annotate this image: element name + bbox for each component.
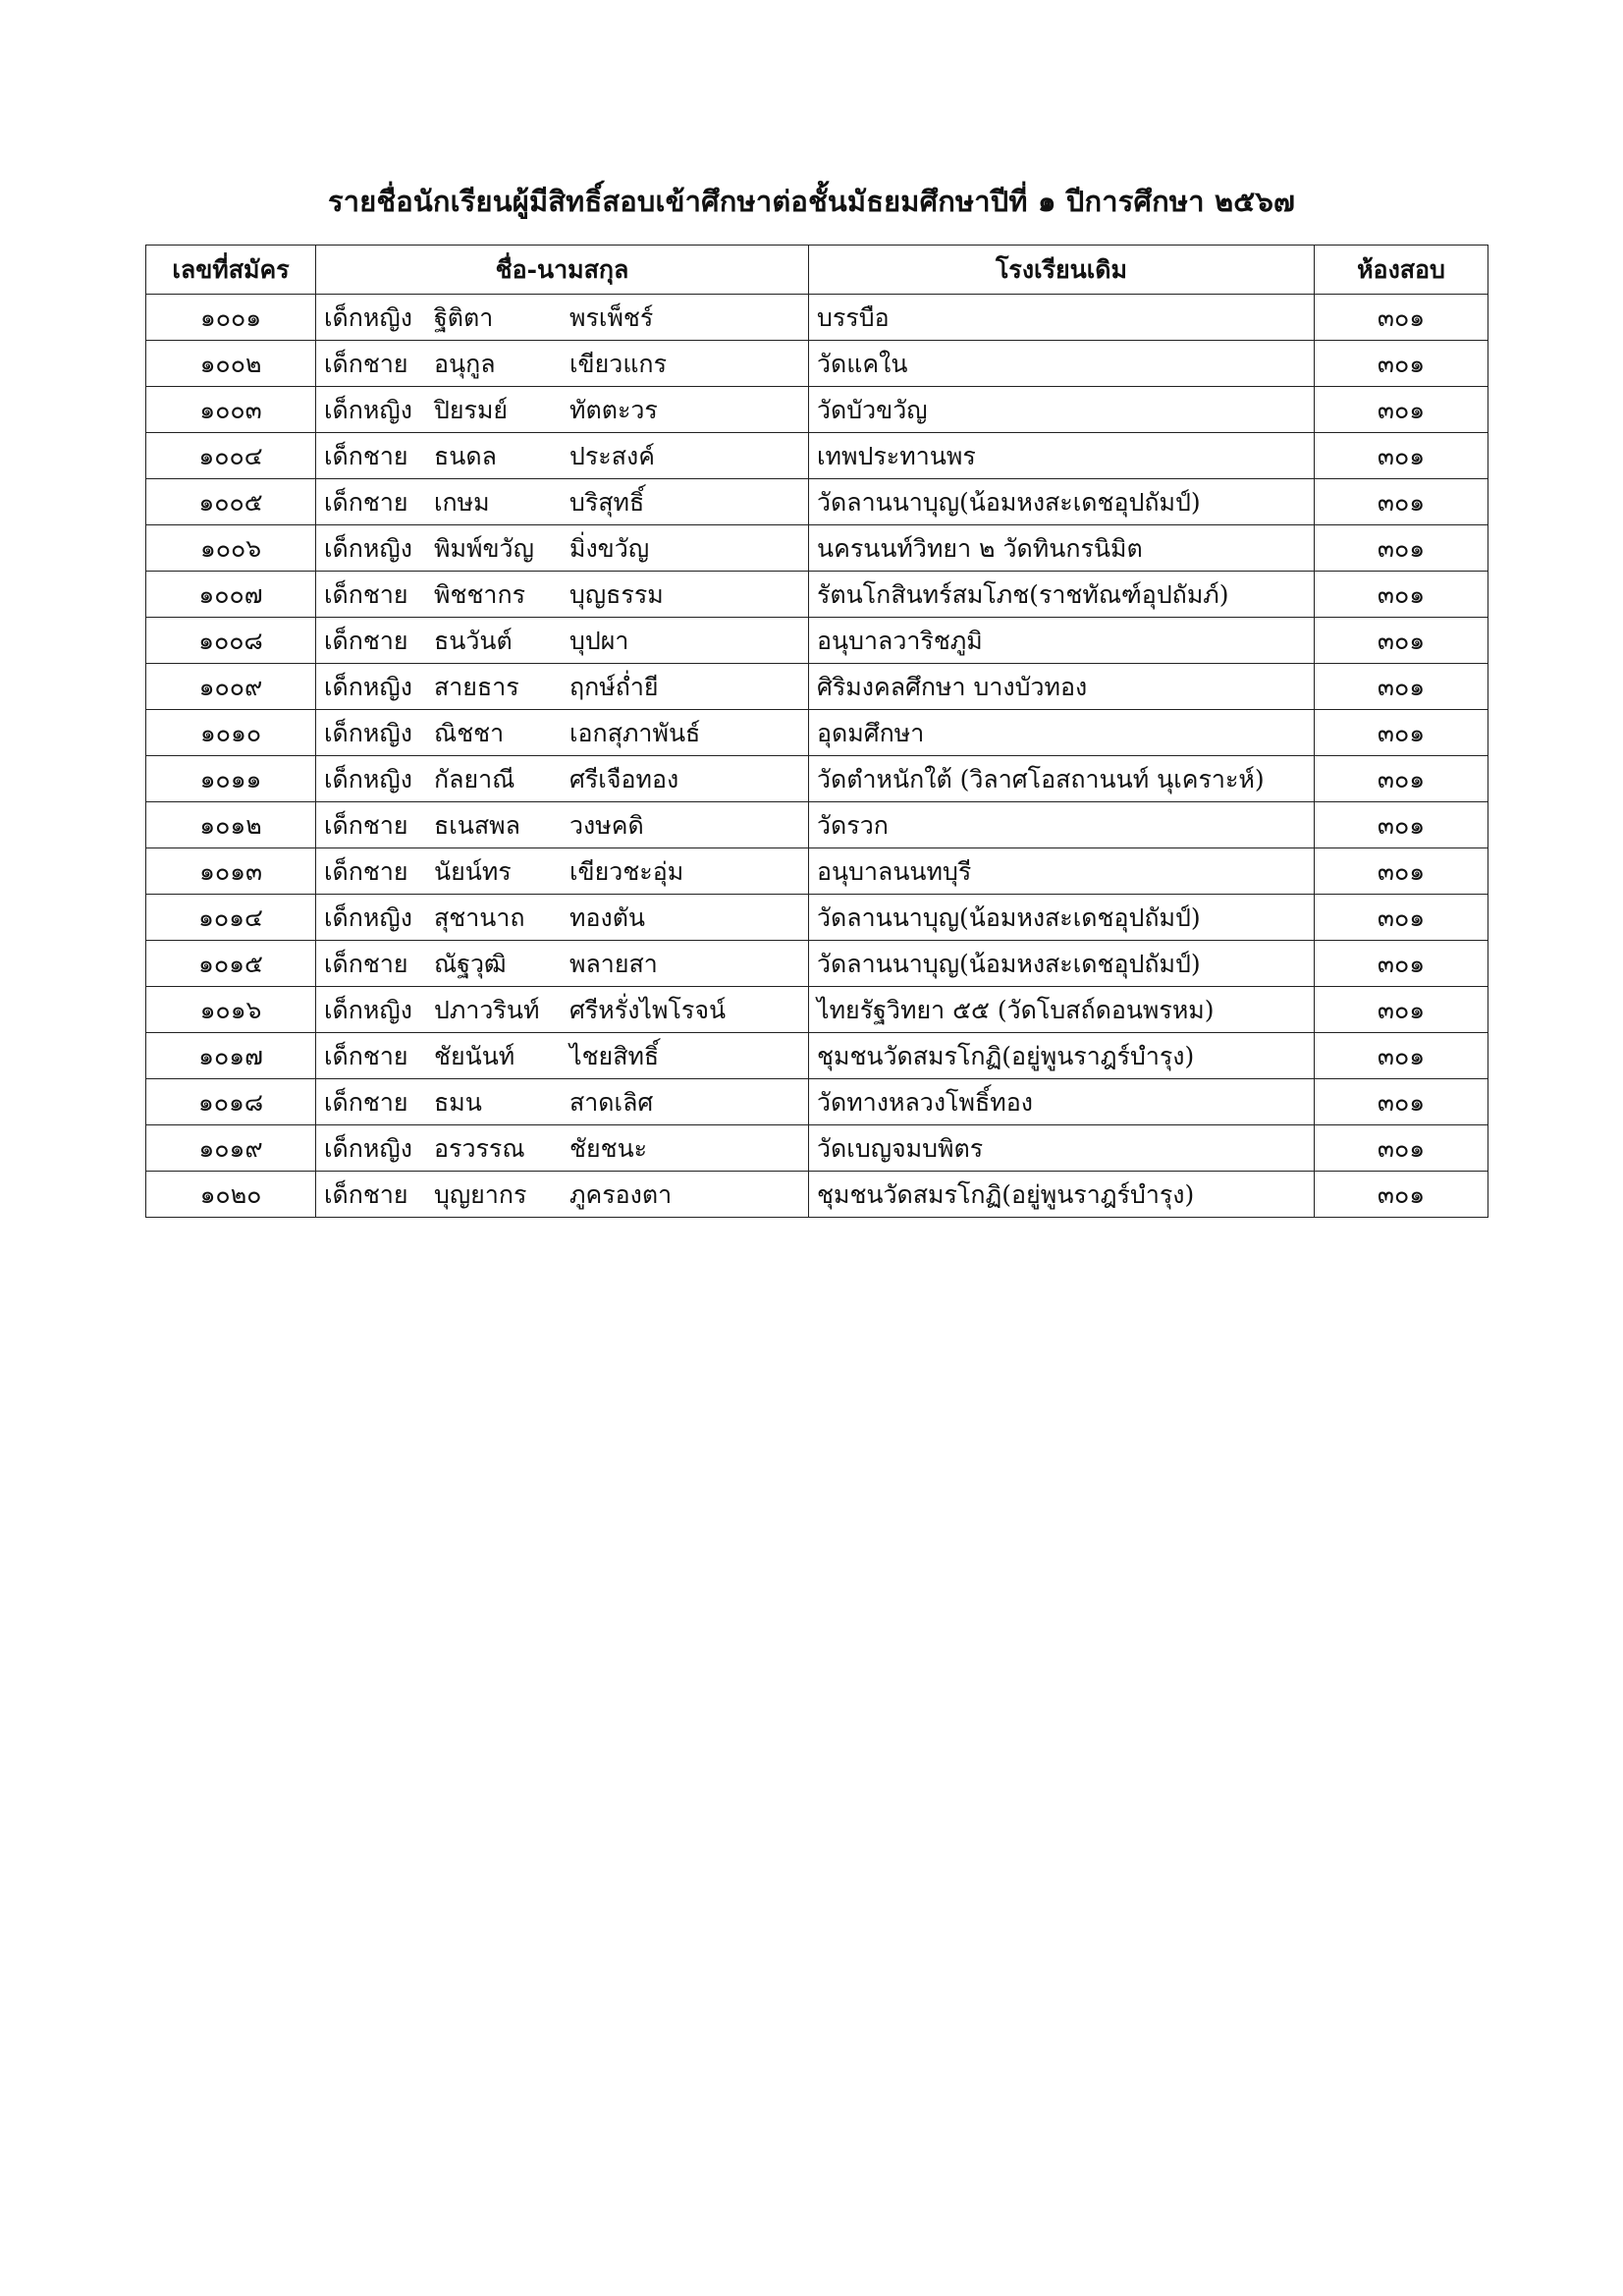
last-name: พลายสา — [569, 949, 658, 978]
table-row — [146, 387, 1488, 433]
first-name: พิชชากร — [434, 579, 526, 609]
previous-school-cell: วัดทางหลวงโพธิ์ทอง — [809, 1079, 1315, 1125]
exam-room-cell: ๓๐๑ — [1315, 987, 1488, 1033]
full-name-cell — [316, 479, 809, 525]
full-name-group — [324, 995, 800, 1024]
table-row — [146, 618, 1488, 664]
table-row — [146, 895, 1488, 941]
full-name-cell — [316, 433, 809, 479]
name-prefix: เด็กหญิง — [324, 718, 412, 747]
name-prefix: เด็กชาย — [324, 1179, 408, 1209]
previous-school-cell: อุดมศึกษา — [809, 710, 1315, 756]
full-name-group — [324, 395, 800, 424]
previous-school-cell: เทพประทานพร — [809, 433, 1315, 479]
name-prefix: เด็กหญิง — [324, 764, 412, 793]
table-row — [146, 987, 1488, 1033]
full-name-cell — [316, 525, 809, 572]
full-name-group — [324, 441, 800, 470]
application-number-cell: ๑๐๑๙ — [146, 1125, 316, 1172]
name-prefix: เด็กชาย — [324, 579, 408, 609]
first-name: พิมพ์ขวัญ — [434, 533, 534, 563]
table-row — [146, 525, 1488, 572]
application-number-cell: ๑๐๑๗ — [146, 1033, 316, 1079]
first-name: ธมน — [434, 1087, 482, 1117]
first-name: ปิยรมย์ — [434, 395, 509, 424]
application-number-cell: ๑๐๑๘ — [146, 1079, 316, 1125]
first-name: ชัยนันท์ — [434, 1041, 515, 1070]
name-prefix: เด็กหญิง — [324, 1133, 412, 1163]
name-prefix: เด็กหญิง — [324, 395, 412, 424]
student-roster-table — [145, 245, 1488, 1218]
application-number-cell: ๑๐๑๔ — [146, 895, 316, 941]
table-row — [146, 941, 1488, 987]
previous-school-cell: วัดลานนาบุญ(น้อมหงสะเดชอุปถัมป์) — [809, 941, 1315, 987]
full-name-cell — [316, 1079, 809, 1125]
full-name-cell — [316, 664, 809, 710]
previous-school-cell: วัดบัวขวัญ — [809, 387, 1315, 433]
full-name-group — [324, 718, 800, 747]
name-prefix: เด็กหญิง — [324, 672, 412, 701]
first-name: ฐิติตา — [434, 302, 494, 332]
first-name: ณิชชา — [434, 718, 505, 747]
full-name-group — [324, 764, 800, 793]
last-name: วงษคดิ — [569, 810, 644, 840]
previous-school-cell: ชุมชนวัดสมรโกฏิ(อยู่พูนราฎร์บำรุง) — [809, 1033, 1315, 1079]
previous-school-cell: วัดตำหนักใต้ (วิลาศโอสถานนท์ นุเคราะห์) — [809, 756, 1315, 802]
exam-room-cell: ๓๐๑ — [1315, 941, 1488, 987]
exam-room-cell: ๓๐๑ — [1315, 341, 1488, 387]
full-name-group — [324, 579, 800, 609]
application-number-cell: ๑๐๒๐ — [146, 1172, 316, 1218]
table-row — [146, 1079, 1488, 1125]
header-exam-room: ห้องสอบ — [1315, 246, 1488, 295]
name-prefix: เด็กหญิง — [324, 902, 412, 932]
exam-room-cell: ๓๐๑ — [1315, 1172, 1488, 1218]
full-name-cell — [316, 387, 809, 433]
full-name-group — [324, 626, 800, 655]
first-name: ปภาวรินท์ — [434, 995, 540, 1024]
first-name: ธเนสพล — [434, 810, 520, 840]
full-name-cell — [316, 1172, 809, 1218]
exam-room-cell: ๓๐๑ — [1315, 1033, 1488, 1079]
table-row — [146, 433, 1488, 479]
table-row — [146, 802, 1488, 848]
name-prefix: เด็กชาย — [324, 349, 408, 378]
last-name: ทัตตะวร — [569, 395, 658, 424]
first-name: อรวรรณ — [434, 1133, 525, 1163]
last-name: มิ่งขวัญ — [569, 533, 650, 563]
name-prefix: เด็กหญิง — [324, 302, 412, 332]
exam-room-cell: ๓๐๑ — [1315, 387, 1488, 433]
full-name-cell — [316, 295, 809, 341]
application-number-cell: ๑๐๐๑ — [146, 295, 316, 341]
previous-school-cell: อนุบาลวาริชภูมิ — [809, 618, 1315, 664]
first-name: ธนดล — [434, 441, 497, 470]
first-name: เกษม — [434, 487, 490, 517]
exam-room-cell: ๓๐๑ — [1315, 618, 1488, 664]
exam-room-cell: ๓๐๑ — [1315, 433, 1488, 479]
last-name: ชัยชนะ — [569, 1133, 648, 1163]
application-number-cell: ๑๐๐๓ — [146, 387, 316, 433]
full-name-cell — [316, 618, 809, 664]
exam-room-cell: ๓๐๑ — [1315, 295, 1488, 341]
last-name: บุญธรรม — [569, 579, 664, 609]
previous-school-cell: วัดรวก — [809, 802, 1315, 848]
last-name: ไชยสิทธิ์ — [569, 1041, 660, 1070]
name-prefix: เด็กหญิง — [324, 995, 412, 1024]
previous-school-cell: วัดลานนาบุญ(น้อมหงสะเดชอุปถัมป์) — [809, 479, 1315, 525]
application-number-cell: ๑๐๐๖ — [146, 525, 316, 572]
table-row — [146, 1033, 1488, 1079]
full-name-group — [324, 810, 800, 840]
previous-school-cell: อนุบาลนนทบุรี — [809, 848, 1315, 895]
name-prefix: เด็กชาย — [324, 810, 408, 840]
application-number-cell: ๑๐๑๖ — [146, 987, 316, 1033]
last-name: เขียวชะอุ่ม — [569, 856, 684, 886]
table-row — [146, 572, 1488, 618]
header-row — [146, 246, 1488, 295]
full-name-group — [324, 349, 800, 378]
name-prefix: เด็กชาย — [324, 487, 408, 517]
first-name: กัลยาณี — [434, 764, 515, 793]
table-row — [146, 341, 1488, 387]
last-name: ประสงค์ — [569, 441, 655, 470]
previous-school-cell: วัดลานนาบุญ(น้อมหงสะเดชอุปถัมป์) — [809, 895, 1315, 941]
full-name-cell — [316, 710, 809, 756]
first-name: บุญยากร — [434, 1179, 527, 1209]
name-prefix: เด็กชาย — [324, 441, 408, 470]
previous-school-cell: ชุมชนวัดสมรโกฏิ(อยู่พูนราฎร์บำรุง) — [809, 1172, 1315, 1218]
full-name-group — [324, 856, 800, 886]
full-name-group — [324, 533, 800, 563]
previous-school-cell: รัตนโกสินทร์สมโภช(ราชทัณฑ์อุปถัมภ์) — [809, 572, 1315, 618]
name-prefix: เด็กชาย — [324, 1041, 408, 1070]
application-number-cell: ๑๐๑๑ — [146, 756, 316, 802]
header-full-name: ชื่อ-นามสกุล — [316, 246, 809, 295]
previous-school-cell: บรรบือ — [809, 295, 1315, 341]
last-name: ภูครองตา — [569, 1179, 673, 1209]
name-prefix: เด็กชาย — [324, 626, 408, 655]
application-number-cell: ๑๐๐๗ — [146, 572, 316, 618]
application-number-cell: ๑๐๐๔ — [146, 433, 316, 479]
exam-room-cell: ๓๐๑ — [1315, 848, 1488, 895]
table-row — [146, 1172, 1488, 1218]
application-number-cell: ๑๐๑๒ — [146, 802, 316, 848]
exam-room-cell: ๓๐๑ — [1315, 710, 1488, 756]
full-name-cell — [316, 341, 809, 387]
full-name-group — [324, 1087, 800, 1117]
full-name-group — [324, 672, 800, 701]
full-name-group — [324, 302, 800, 332]
exam-room-cell: ๓๐๑ — [1315, 802, 1488, 848]
full-name-cell — [316, 987, 809, 1033]
exam-room-cell: ๓๐๑ — [1315, 895, 1488, 941]
application-number-cell: ๑๐๐๕ — [146, 479, 316, 525]
application-number-cell: ๑๐๐๙ — [146, 664, 316, 710]
exam-room-cell: ๓๐๑ — [1315, 525, 1488, 572]
name-prefix: เด็กชาย — [324, 949, 408, 978]
exam-room-cell: ๓๐๑ — [1315, 1125, 1488, 1172]
first-name: สายธาร — [434, 672, 519, 701]
first-name: ณัฐวุฒิ — [434, 949, 507, 978]
previous-school-cell: วัดแคใน — [809, 341, 1315, 387]
table-row — [146, 848, 1488, 895]
first-name: นัยน์ทร — [434, 856, 512, 886]
full-name-group — [324, 1179, 800, 1209]
full-name-group — [324, 487, 800, 517]
full-name-cell — [316, 848, 809, 895]
first-name: ธนวันต์ — [434, 626, 513, 655]
exam-room-cell: ๓๐๑ — [1315, 756, 1488, 802]
application-number-cell: ๑๐๑๐ — [146, 710, 316, 756]
table-row — [146, 710, 1488, 756]
full-name-group — [324, 1041, 800, 1070]
name-prefix: เด็กหญิง — [324, 533, 412, 563]
table-row — [146, 756, 1488, 802]
full-name-cell — [316, 1125, 809, 1172]
last-name: ศรีเจือทอง — [569, 764, 679, 793]
full-name-cell — [316, 941, 809, 987]
last-name: บริสุทธิ์ — [569, 487, 645, 517]
last-name: ศรีหรั่งไพโรจน์ — [569, 995, 727, 1024]
exam-room-cell: ๓๐๑ — [1315, 1079, 1488, 1125]
exam-room-cell: ๓๐๑ — [1315, 479, 1488, 525]
last-name: ฤกษ์ถ่ำยี — [569, 672, 659, 701]
previous-school-cell: วัดเบญจมบพิตร — [809, 1125, 1315, 1172]
full-name-cell — [316, 802, 809, 848]
previous-school-cell: ศิริมงคลศึกษา บางบัวทอง — [809, 664, 1315, 710]
last-name: เขียวแกร — [569, 349, 667, 378]
header-application-number: เลขที่สมัคร — [146, 246, 316, 295]
page-title: รายชื่อนักเรียนผู้มีสิทธิ์สอบเข้าศึกษาต่อชั้นมัธยมศึกษาปีที่ ๑ ปีการศึกษา ๒๕๖๗ — [327, 185, 1296, 218]
last-name: สาดเลิศ — [569, 1087, 654, 1117]
full-name-group — [324, 949, 800, 978]
previous-school-cell: นครนนท์วิทยา ๒ วัดทินกรนิมิต — [809, 525, 1315, 572]
full-name-group — [324, 1133, 800, 1163]
full-name-cell — [316, 756, 809, 802]
table-row — [146, 1125, 1488, 1172]
application-number-cell: ๑๐๐๒ — [146, 341, 316, 387]
first-name: สุชานาถ — [434, 902, 525, 932]
last-name: พรเพ็ชร์ — [569, 302, 654, 332]
header-previous-school: โรงเรียนเดิม — [809, 246, 1315, 295]
application-number-cell: ๑๐๐๘ — [146, 618, 316, 664]
last-name: บุปผา — [569, 626, 629, 655]
full-name-group — [324, 902, 800, 932]
full-name-cell — [316, 572, 809, 618]
application-number-cell: ๑๐๑๓ — [146, 848, 316, 895]
name-prefix: เด็กชาย — [324, 1087, 408, 1117]
last-name: ทองตัน — [569, 902, 646, 932]
last-name: เอกสุภาพันธ์ — [569, 718, 701, 747]
exam-room-cell: ๓๐๑ — [1315, 572, 1488, 618]
exam-room-cell: ๓๐๑ — [1315, 664, 1488, 710]
application-number-cell: ๑๐๑๕ — [146, 941, 316, 987]
table-row — [146, 479, 1488, 525]
full-name-cell — [316, 895, 809, 941]
full-name-cell — [316, 1033, 809, 1079]
table-row — [146, 295, 1488, 341]
first-name: อนุกูล — [434, 349, 496, 378]
table-row — [146, 664, 1488, 710]
roster-body — [146, 295, 1488, 1218]
previous-school-cell: ไทยรัฐวิทยา ๕๕ (วัดโบสถ์ดอนพรหม) — [809, 987, 1315, 1033]
name-prefix: เด็กชาย — [324, 856, 408, 886]
